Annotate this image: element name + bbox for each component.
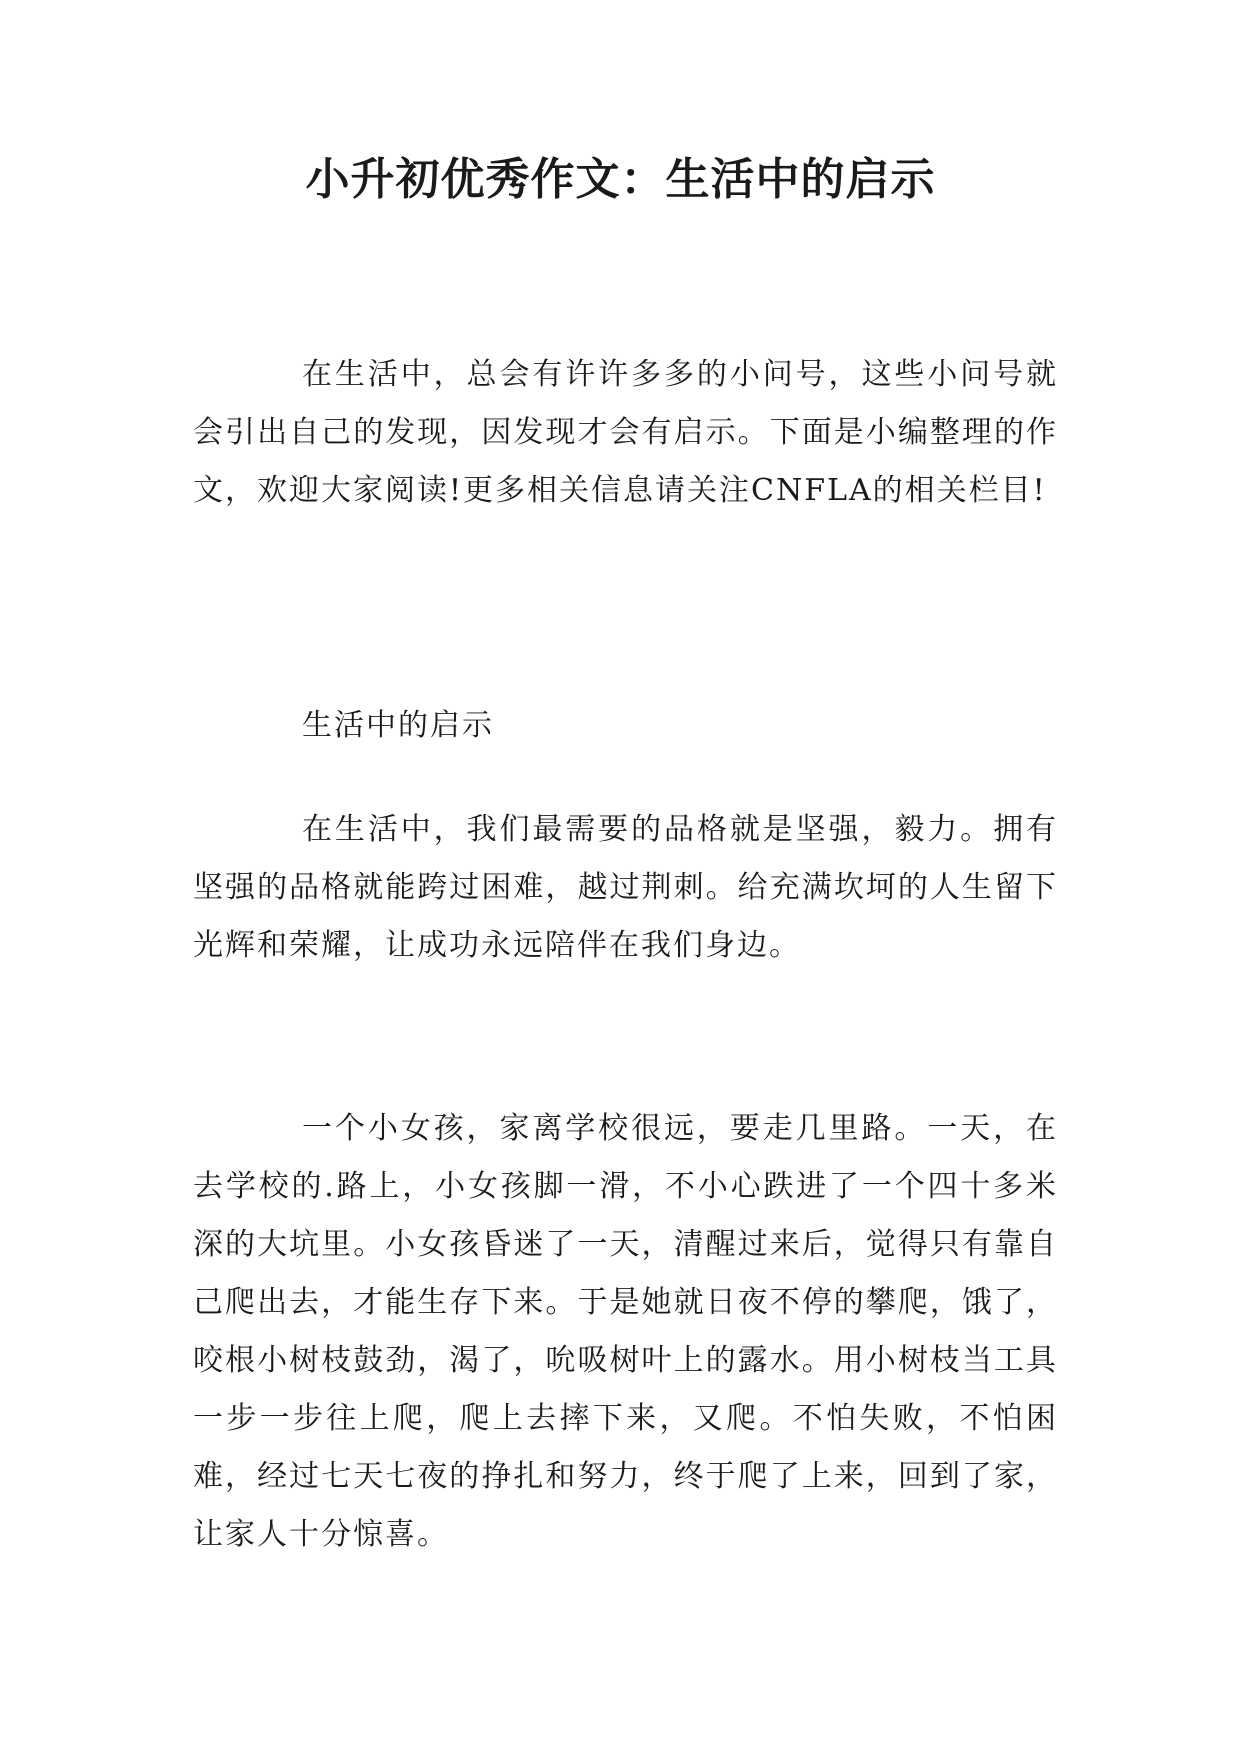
essay-subtitle: 生活中的启示 [302, 708, 494, 743]
body-paragraph-1: 在生活中，我们最需要的品格就是坚强，毅力。拥有坚强的品格就能跨过困难，越过荆刺。给充满坎坷的人生留下光辉和荣耀，让成功永远陪伴在我们身边。 [193, 812, 1058, 963]
page-title: 小升初优秀作文：生活中的启示 [305, 154, 936, 205]
intro-paragraph: 在生活中，总会有许许多多的小问号，这些小问号就会引出自己的发现，因发现才会有启示。下面是小编整理的作文，欢迎大家阅读!更多相关信息请关注CNFLA的相关栏目! [193, 357, 1058, 508]
body-paragraph-2: 一个小女孩，家离学校很远，要走几里路。一天，在去学校的.路上，小女孩脚一滑，不小心跌进了一个四十多米深的大坑里。小女孩昏迷了一天，清醒过来后，觉得只有靠自己爬出去，才能生存下来。于是她就日夜不停的攀爬，饿了，咬根小树枝鼓劲，渴了，吮吸树叶上的露水。用小树枝当工具一步一步往上爬，爬上去摔下来，又爬。不怕失败，不怕困难，经过七天七夜的挣扎和努力，终于爬了上来，回到了家，让家人十分惊喜。 [193, 1111, 1058, 1552]
